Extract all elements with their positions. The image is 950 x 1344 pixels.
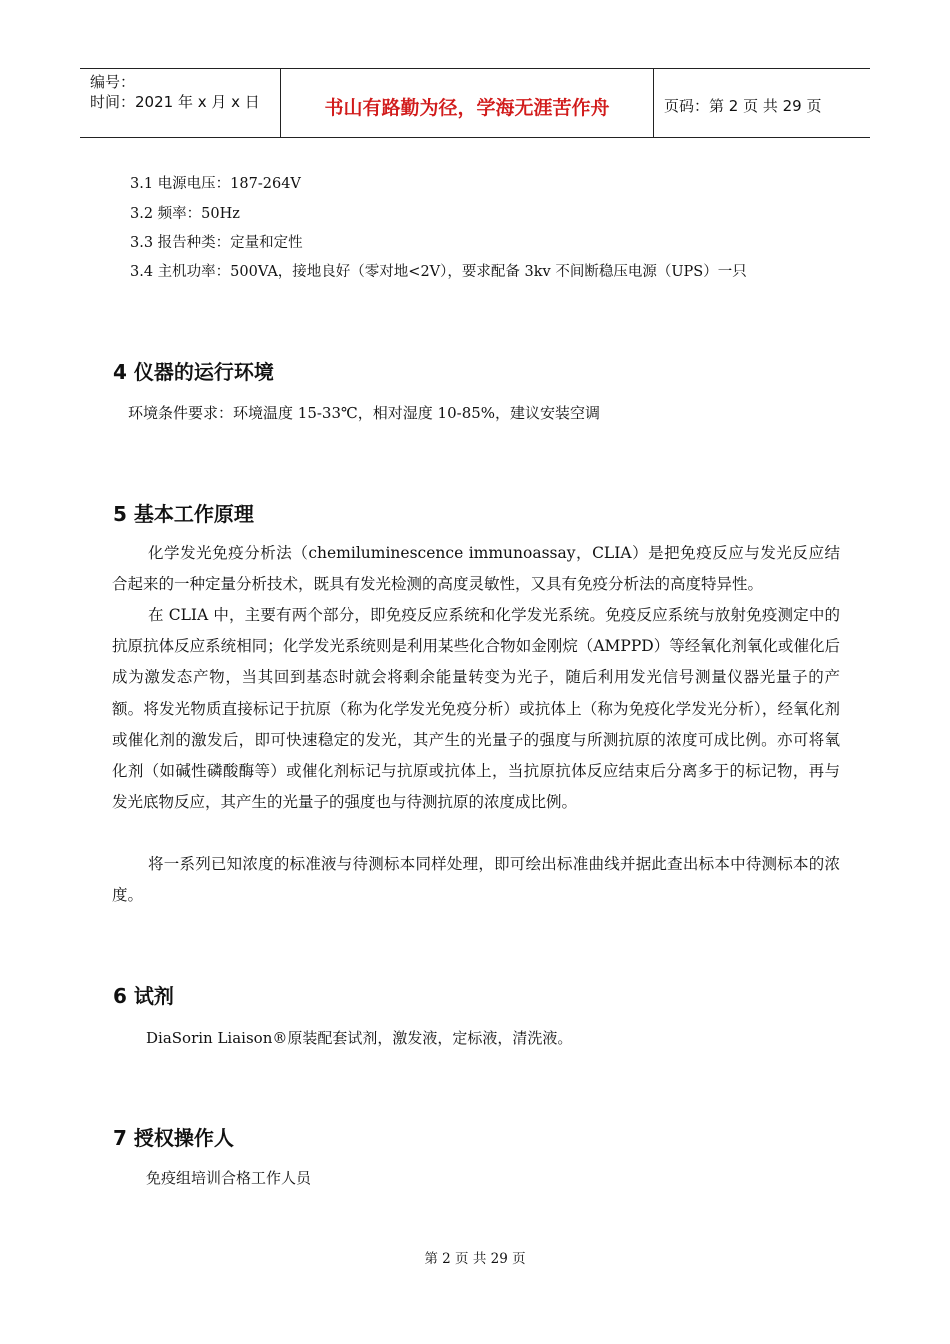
section-5-paragraph-1: 化学发光免疫分析法（chemiluminescence immunoassay，CLIA）是把免疫反应与发光反应结合起来的一种定量分析技术，既具有发光检测的高度灵敏性，又具有免疫分析法的高度特异性。 <box>112 544 840 594</box>
section-6-title: 6 试剂 <box>113 984 174 1008</box>
header-page-info: 页码：第 2 页 共 29 页 <box>664 97 822 115</box>
header-motto: 书山有路勤为径，学海无涯苦作舟 <box>324 97 610 119</box>
section-6-text: DiaSorin Liaison®原装配套试剂，激发液，定标液，清洗液。 <box>146 1029 573 1047</box>
requirement-report-type: 3.3 报告种类：定量和定性 <box>130 235 303 251</box>
section-5-paragraph-3: 将一系列已知浓度的标准液与待测标本同样处理，即可绘出标准曲线并据此查出标本中待测标本的浓度。 <box>112 855 840 905</box>
requirement-frequency: 3.2 频率：50Hz <box>130 206 240 222</box>
section-4-title: 4 仪器的运行环境 <box>113 360 274 384</box>
document-header <box>80 68 870 138</box>
requirement-voltage: 3.1 电源电压：187-264V <box>130 176 301 192</box>
requirement-power: 3.4 主机功率：500VA，接地良好（零对地<2V），要求配备 3kv 不间断稳压电源（UPS）一只 <box>130 264 747 280</box>
document-number-label: 编号： <box>90 73 136 91</box>
section-7-text: 免疫组培训合格工作人员 <box>146 1169 312 1187</box>
header-page-cell <box>654 69 870 137</box>
section-7-title: 7 授权操作人 <box>113 1126 234 1150</box>
section-5-paragraph-2: 在 CLIA 中，主要有两个部分，即免疫反应系统和化学发光系统。免疫反应系统与放射免疫测定中的抗原抗体反应系统相同；化学发光系统则是利用某些化合物如金刚烷（AMPPD）等经氧化剂氧化或催化后成为激发态产物，当其回到基态时就会将剩余能量转变为光子，随后利用发光信号测量仪器光量子的产额。将发光物质直接标记于抗原（称为化学发光免疫分析）或抗体上（称为免疫化学发光分析），经氧化剂或催化剂的激发后，即可快速稳定的发光，其产生的光量子的强度与所测抗原的浓度可成比例。亦可将氧化剂（如碱性磷酸酶等）或催化剂标记与抗原或抗体上，当抗原抗体反应结束后分离多于的标记物，再与发光底物反应，其产生的光量子的强度也与待测抗原的浓度成比例。 <box>112 606 840 812</box>
header-motto-cell <box>281 69 654 137</box>
section-4-text: 环境条件要求：环境温度 15-33℃，相对湿度 10-85%，建议安装空调 <box>128 404 601 422</box>
page-footer: 第 2 页 共 29 页 <box>424 1251 526 1267</box>
header-meta-cell <box>80 69 281 137</box>
section-5-title: 5 基本工作原理 <box>113 502 254 526</box>
document-date: 时间：2021 年 x 月 x 日 <box>90 93 260 111</box>
